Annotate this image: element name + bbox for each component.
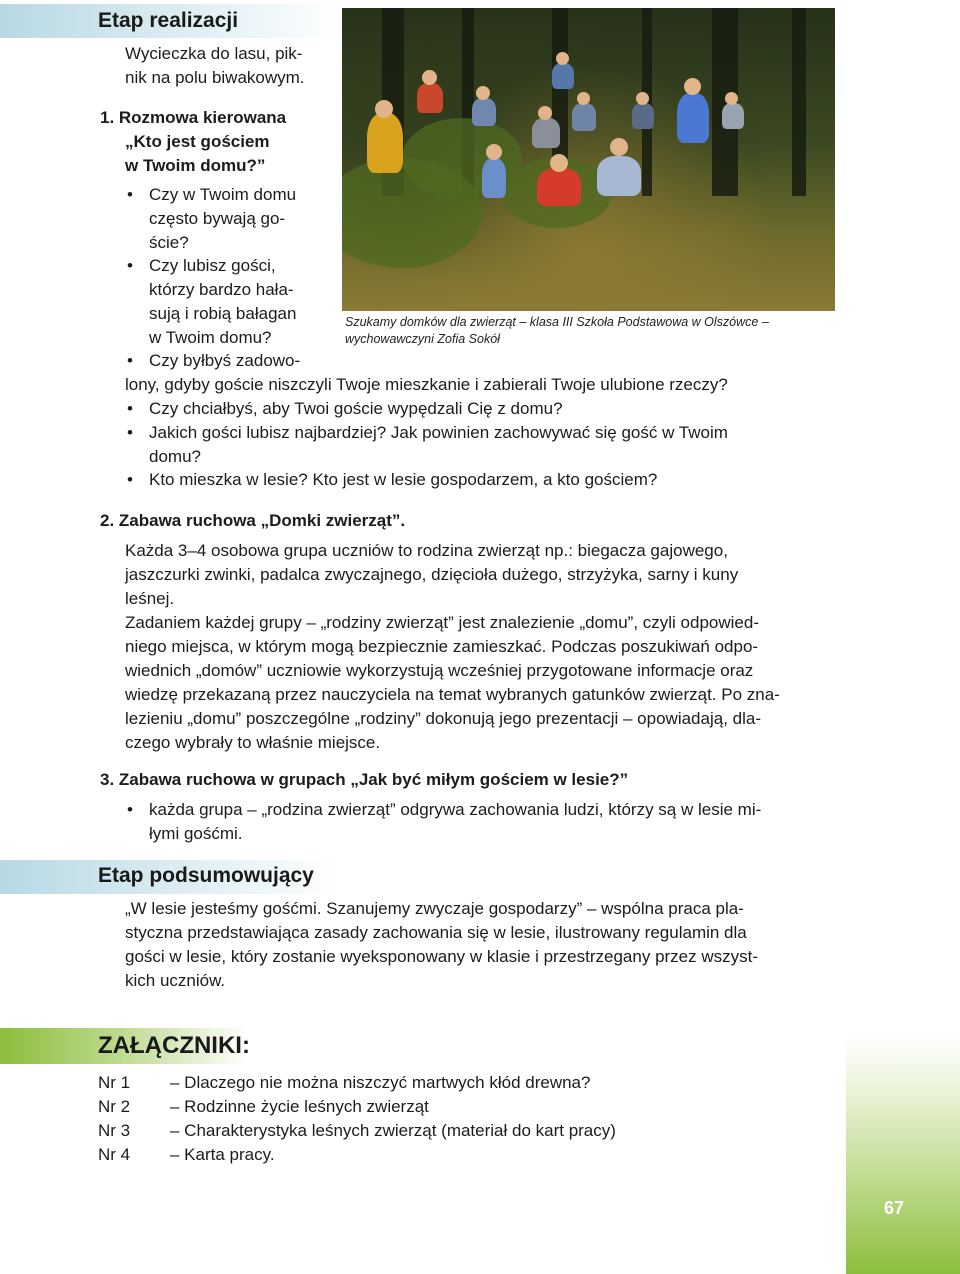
summary-body bbox=[125, 897, 758, 993]
body-line: jaszczurki zwinki, padalca zwyczajnego, dzięcioła dużego, strzyżyka, sarny i kuny bbox=[125, 565, 739, 584]
body-line: lezieniu „domu” poszczególne „rodziny” dokonują jego prezentacji – opowiadają, dla- bbox=[125, 709, 761, 728]
forest-class-photo bbox=[342, 8, 835, 311]
attachment-text: – Charakterystyka leśnych zwierząt (materiał do kart pracy) bbox=[170, 1121, 616, 1140]
attachment-item bbox=[98, 1071, 590, 1095]
caption-line: Szukamy domków dla zwierząt – klasa III Szkoła Podstawowa w Olszówce – bbox=[345, 315, 769, 329]
attachments-title: ZAŁĄCZNIKI: bbox=[98, 1032, 250, 1059]
bullet-line: • każda grupa – „rodzina zwierząt” odgrywa zachowania ludzi, którzy są w lesie mi- bbox=[149, 800, 762, 819]
intro-line: nik na polu biwakowym. bbox=[125, 68, 305, 87]
body-line: styczna przedstawiająca zasady zachowania się w lesie, ilustrowany regulamin dla bbox=[125, 923, 747, 942]
bullet-line: w Twoim domu? bbox=[149, 328, 272, 347]
bullet-line: często bywają go- bbox=[149, 209, 286, 228]
bullet-line: łymi gośćmi. bbox=[149, 824, 243, 843]
body-line: niego miejsca, w którym mogą bezpiecznie zamieszkać. Podczas poszukiwań odpo- bbox=[125, 637, 759, 656]
body-line: kich uczniów. bbox=[125, 971, 226, 990]
bullet-item bbox=[149, 421, 728, 469]
body-line: Każda 3–4 osobowa grupa uczniów to rodzina zwierząt np.: biegacza gajowego, bbox=[125, 541, 728, 560]
bullet-item bbox=[149, 183, 296, 255]
attachment-text: – Karta pracy. bbox=[170, 1145, 275, 1164]
attachment-number: Nr 2 bbox=[98, 1097, 131, 1116]
attachment-number: Nr 3 bbox=[98, 1121, 131, 1140]
body-line: Zadaniem każdej grupy – „rodziny zwierząt” jest znalezienie „domu”, czyli odpowied- bbox=[125, 613, 759, 632]
bullet-item bbox=[149, 798, 761, 846]
bullet-item bbox=[149, 397, 563, 421]
bullet-line: • Jakich gości lubisz najbardziej? Jak powinien zachowywać się gość w Twoim bbox=[149, 423, 728, 442]
item2-body bbox=[125, 539, 780, 755]
intro-line: Wycieczka do lasu, pik- bbox=[125, 44, 303, 63]
bullet-line: domu? bbox=[149, 447, 201, 466]
bullet-line: którzy bardzo hała- bbox=[149, 280, 294, 299]
bullet-line: • Czy byłbyś zadowo- bbox=[149, 351, 301, 370]
attachment-text: – Rodzinne życie leśnych zwierząt bbox=[170, 1097, 429, 1116]
body-line: wiedzę przekazaną przez nauczyciela na temat wybranych gatunków zwierząt. Po zna- bbox=[125, 685, 780, 704]
body-line: gości w lesie, który zostanie wyeksponowany w klasie i przestrzegany przez wszyst- bbox=[125, 947, 759, 966]
item3-title: 3. Zabawa ruchowa w grupach „Jak być miłym gościem w lesie?” bbox=[100, 770, 629, 789]
bullet-line: ście? bbox=[149, 233, 189, 252]
body-line: wiednich „domów” uczniowie wykorzystują wcześniej przygotowane informacje oraz bbox=[125, 661, 754, 680]
attachment-item bbox=[98, 1119, 616, 1143]
item2-title: 2. Zabawa ruchowa „Domki zwierząt”. bbox=[100, 511, 406, 530]
section-title-realization: Etap realizacji bbox=[98, 9, 239, 32]
bullet-line: • Czy lubisz gości, bbox=[149, 256, 276, 275]
attachment-number: Nr 1 bbox=[98, 1073, 131, 1092]
body-line: „W lesie jesteśmy gośćmi. Szanujemy zwyczaje gospodarzy” – wspólna praca pla- bbox=[125, 899, 744, 918]
attachment-item bbox=[98, 1095, 429, 1119]
item1-title: 1. Rozmowa kierowana bbox=[100, 108, 287, 127]
page-number: 67 bbox=[883, 1198, 905, 1218]
photo-caption bbox=[345, 314, 840, 348]
attachment-text: – Dlaczego nie można niszczyć martwych kłód drewna? bbox=[170, 1073, 591, 1092]
item1-title: „Kto jest gościem bbox=[125, 132, 270, 151]
bullet-item bbox=[149, 254, 296, 350]
caption-line: wychowawczyni Zofia Sokół bbox=[345, 332, 500, 346]
body-line: leśnej. bbox=[125, 589, 175, 608]
bullet-line: • Czy w Twoim domu bbox=[149, 185, 297, 204]
bullet-continuation: lony, gdyby goście niszczyli Twoje mieszkanie i zabierali Twoje ulubione rzeczy? bbox=[125, 375, 728, 394]
item1-title: w Twoim domu?” bbox=[125, 156, 266, 175]
bullet-item bbox=[149, 468, 657, 492]
page-number-tab bbox=[846, 1034, 960, 1274]
body-line: czego wybrały to właśnie miejsce. bbox=[125, 733, 381, 752]
section-title-summary: Etap podsumowujący bbox=[98, 864, 314, 887]
bullet-item bbox=[149, 349, 300, 373]
attachment-number: Nr 4 bbox=[98, 1145, 131, 1164]
bullet-line: • Kto mieszka w lesie? Kto jest w lesie gospodarzem, a kto gościem? bbox=[149, 470, 658, 489]
bullet-line: • Czy chciałbyś, aby Twoi goście wypędzali Cię z domu? bbox=[149, 399, 563, 418]
attachment-item bbox=[98, 1143, 275, 1167]
bullet-line: sują i robią bałagan bbox=[149, 304, 297, 323]
